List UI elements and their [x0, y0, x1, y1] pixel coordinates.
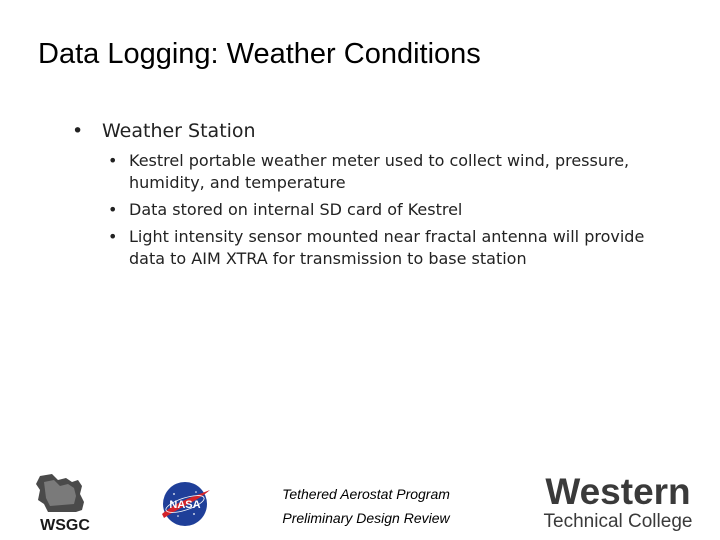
sub-bullet-item: [108, 226, 672, 270]
bullet-dot: •: [108, 227, 118, 246]
sub-bullet-text: Data stored on internal SD card of Kestrel: [129, 200, 463, 219]
footer-line-2: Preliminary Design Review: [282, 510, 450, 526]
bullet-dot: •: [108, 200, 118, 219]
wsgc-logo: [30, 472, 100, 534]
footer-line-1: Tethered Aerostat Program: [282, 486, 450, 502]
bullet-text: Weather Station: [102, 120, 256, 142]
bullet-list: [72, 118, 672, 275]
sub-bullet-text: Light intensity sensor mounted near fractal antenna will provide data to AIM XTRA for transmission to base station: [129, 227, 645, 268]
bullet-dot: •: [108, 151, 118, 170]
slide-title: Data Logging: Weather Conditions: [38, 38, 481, 70]
western-technical-college-logo: [538, 470, 698, 534]
bullet-dot: •: [72, 120, 84, 142]
wsgc-text: WSGC: [40, 517, 90, 534]
sub-bullet-item: [108, 199, 672, 221]
footer-caption: [258, 482, 474, 530]
sub-bullet-text: Kestrel portable weather meter used to collect wind, pressure, humidity, and temperature: [129, 151, 630, 192]
sub-bullet-list: [108, 150, 672, 270]
nasa-logo: [156, 480, 214, 528]
bullet-item: [72, 118, 672, 144]
western-logo-line2: Technical College: [543, 511, 693, 532]
nasa-text: NASA: [169, 499, 201, 511]
sub-bullet-item: [108, 150, 672, 194]
western-logo-line1: Western: [545, 471, 691, 512]
